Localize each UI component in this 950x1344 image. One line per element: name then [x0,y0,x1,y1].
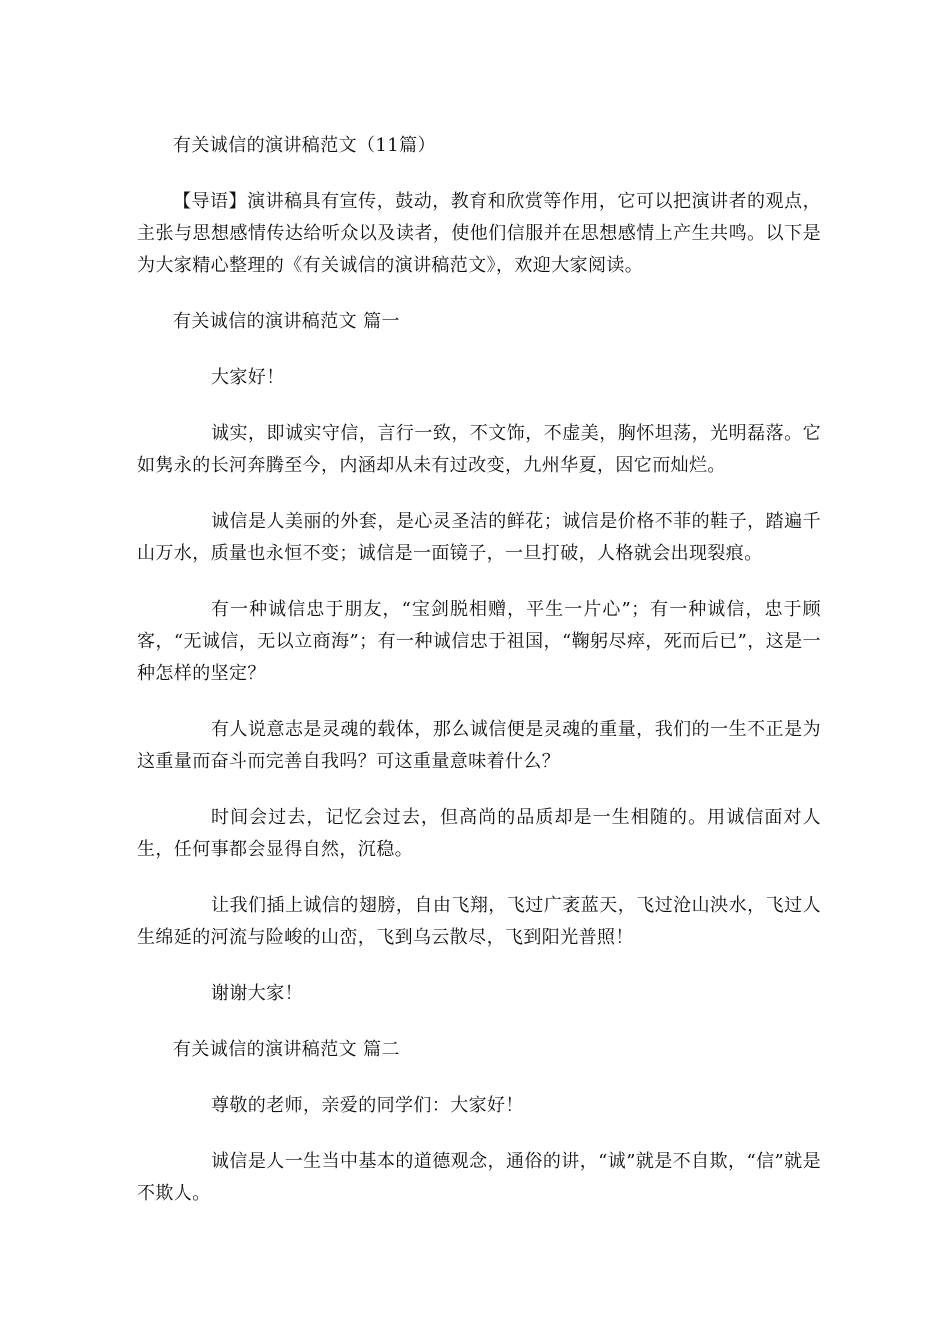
document-body [137,130,821,1234]
intro-paragraph: 【导语】演讲稿具有宣传，鼓动，教育和欣赏等作用，它可以把演讲者的观点，主张与思想感情传达给听众以及读者，使他们信服并在思想感情上产生共鸣。以下是为大家精心整理的《有关诚信的演讲稿范文》，欢迎大家阅读。 [137,191,821,276]
body-paragraph: 诚实，即诚实守信，言行一致，不文饰，不虚美，胸怀坦荡，光明磊落。它如隽永的长河奔腾至今，内涵却从未有过改变，九州华夏，因它而灿烂。 [137,423,821,476]
document-title: 有关诚信的演讲稿范文（11篇） [173,135,436,156]
body-paragraph: 有人说意志是灵魂的载体，那么诚信便是灵魂的重量，我们的一生不正是为这重量而奋斗而完善自我吗？可这重量意味着什么？ [137,719,821,772]
greeting-2: 尊敬的老师，亲爱的同学们：大家好！ [211,1095,524,1116]
closing-line: 谢谢大家！ [211,983,303,1004]
greeting-1: 大家好！ [211,367,285,388]
body-paragraph: 有一种诚信忠于朋友，“宝剑脱相赠，平生一片心”；有一种诚信，忠于顾客，“无诚信，无以立商海”；有一种诚信忠于祖国，“鞠躬尽瘁，死而后已”，这是一种怎样的坚定？ [137,599,821,684]
section-heading-2: 有关诚信的演讲稿范文 篇二 [173,1039,400,1060]
body-paragraph: 诚信是人美丽的外套，是心灵圣洁的鲜花；诚信是价格不菲的鞋子，踏遍千山万水，质量也永恒不变；诚信是一面镜子，一旦打破，人格就会出现裂痕。 [137,511,821,564]
body-paragraph: 时间会过去，记忆会过去，但高尚的品质却是一生相随的。用诚信面对人生，任何事都会显得自然，沉稳。 [137,807,821,860]
body-paragraph: 让我们插上诚信的翅膀，自由飞翔，飞过广袤蓝天，飞过沧山泱水，飞过人生绵延的河流与险峻的山峦，飞到乌云散尽，飞到阳光普照！ [137,895,821,948]
section-heading-1: 有关诚信的演讲稿范文 篇一 [173,311,400,332]
body-paragraph: 诚信是人一生当中基本的道德观念，通俗的讲，“诚”就是不自欺，“信”就是不欺人。 [137,1151,821,1204]
